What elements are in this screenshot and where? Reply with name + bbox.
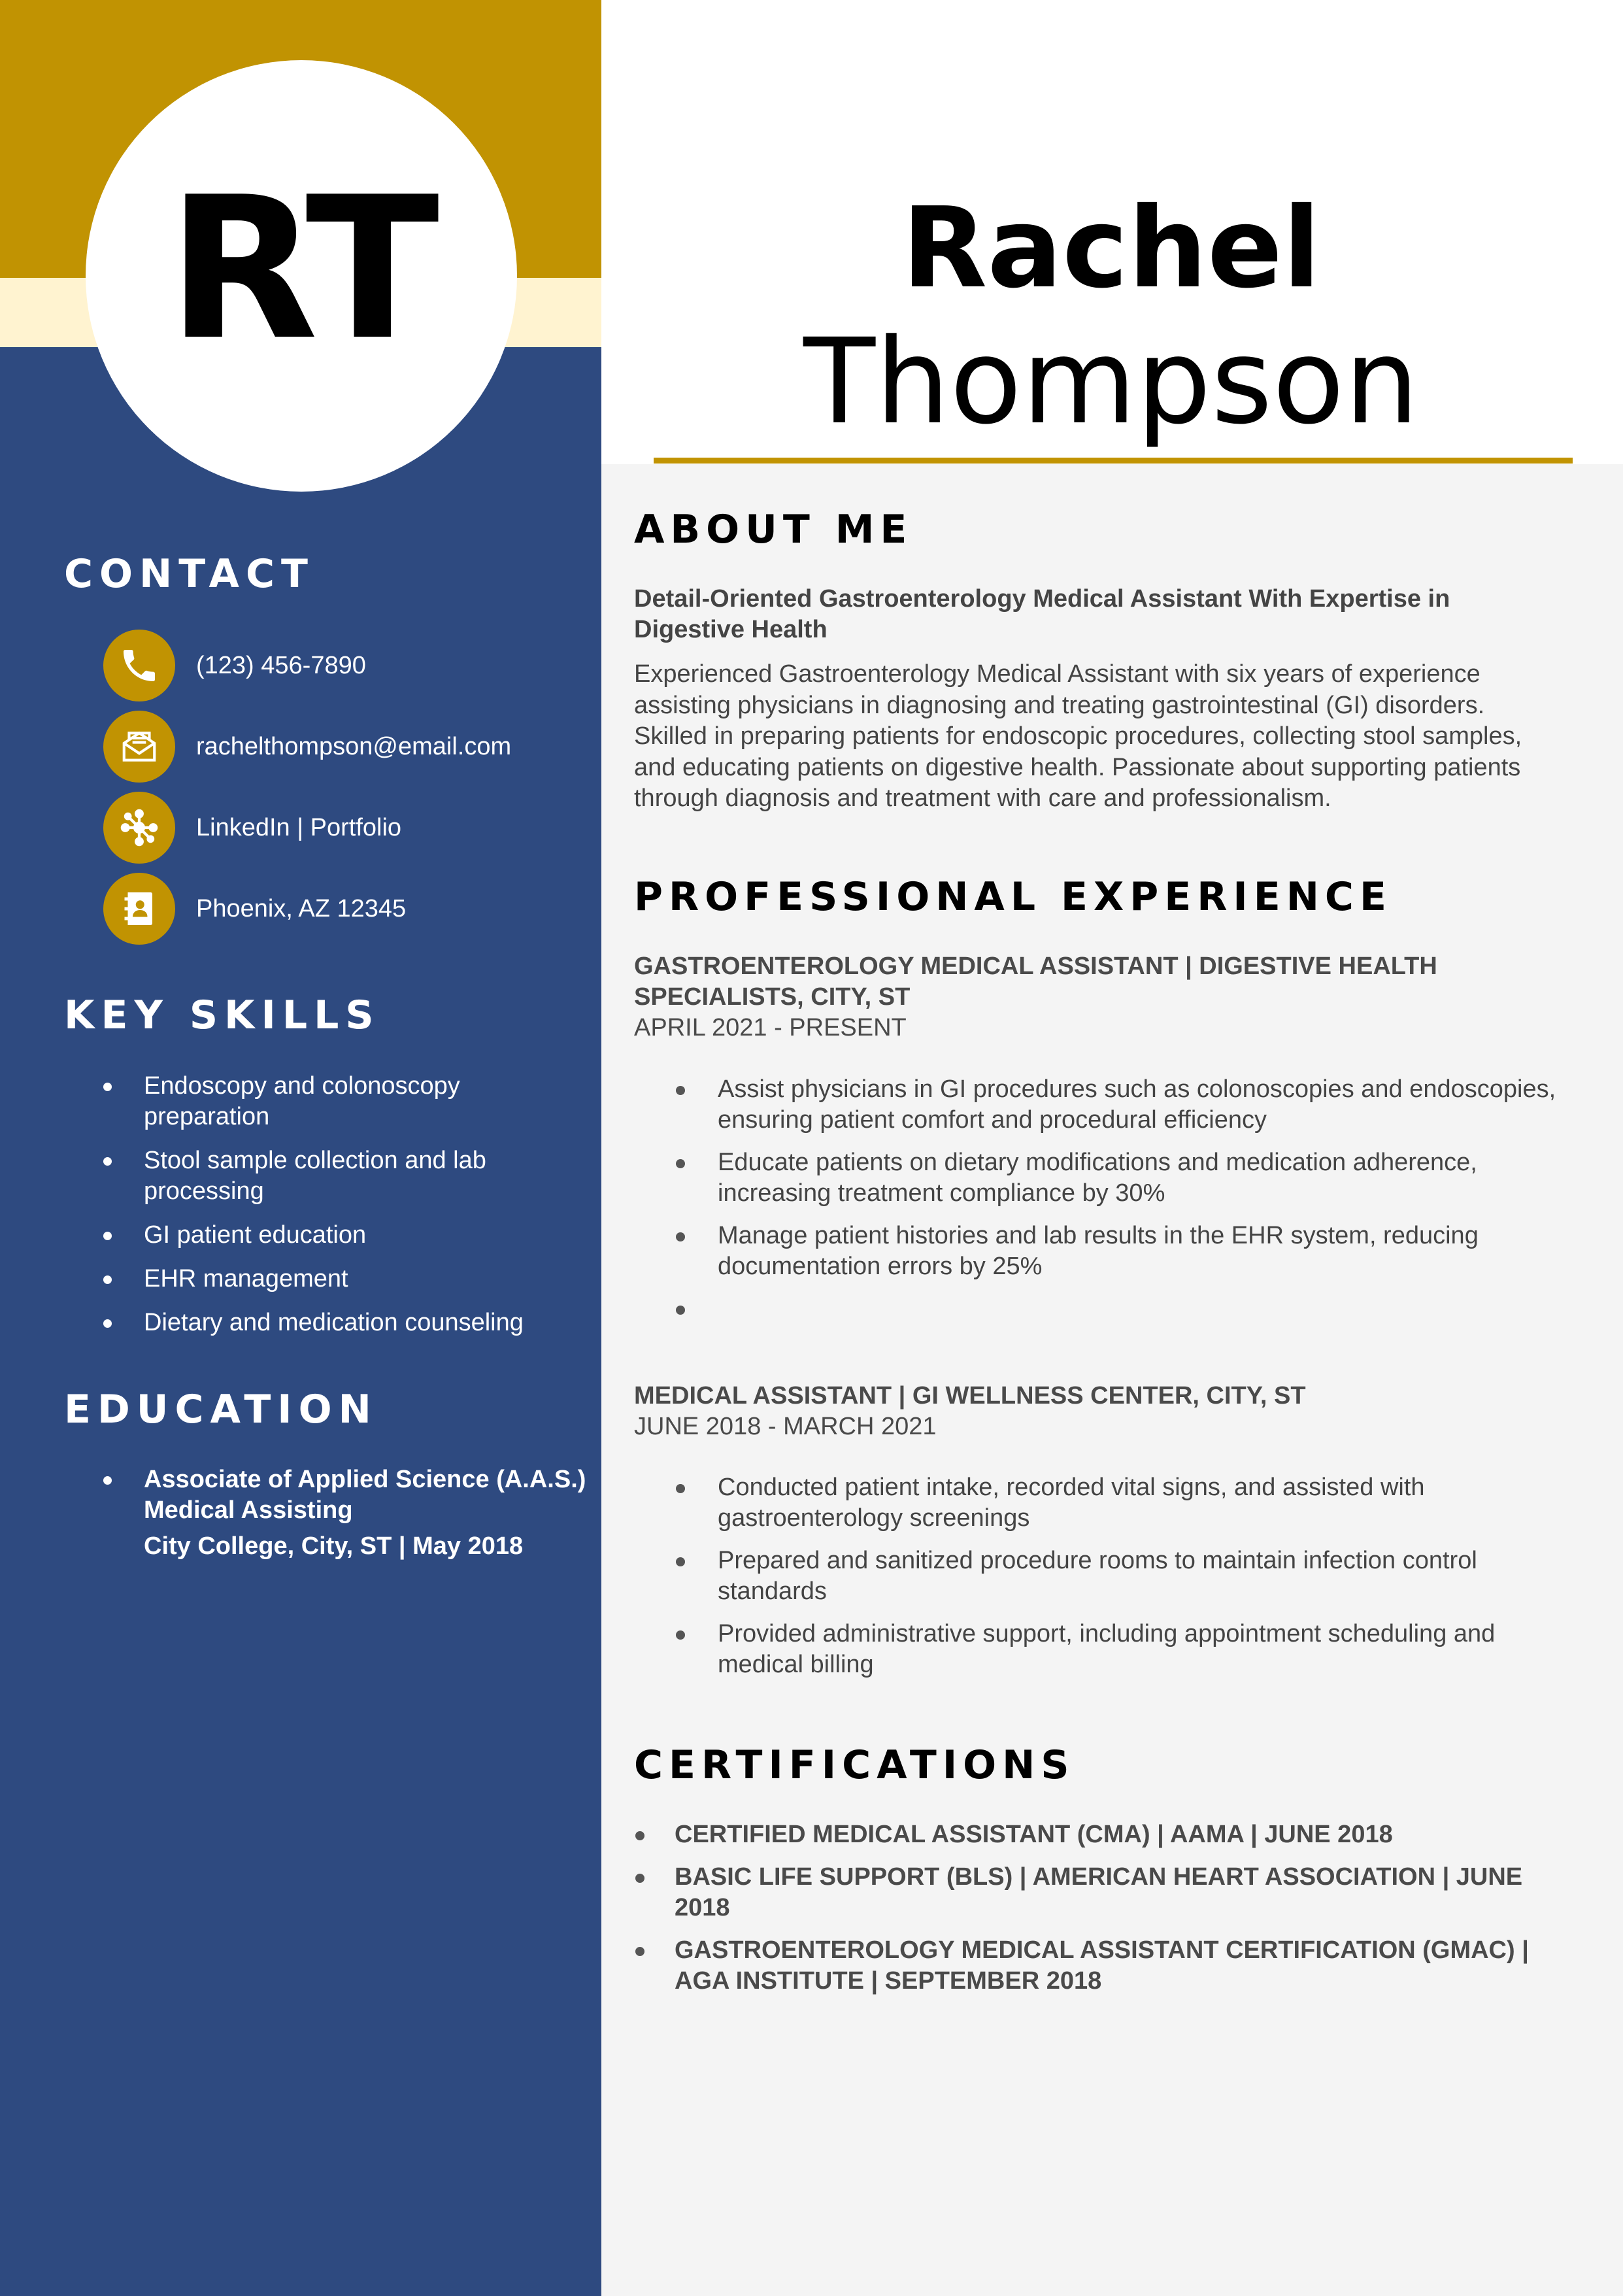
monogram-circle <box>86 60 517 492</box>
contact-phone-text[interactable]: (123) 456-7890 <box>196 651 366 679</box>
key-skills-heading: KEY SKILLS <box>64 992 380 1038</box>
name-divider <box>654 458 1573 464</box>
job-bullet: Conducted patient intake, recorded vital signs, and assisted with gastroenterology screenings <box>673 1472 1562 1534</box>
contact-location <box>103 872 406 945</box>
name-last: Thompson <box>803 314 1419 450</box>
sidebar <box>0 0 601 2296</box>
skill-item: GI patient education <box>103 1220 587 1251</box>
certification-item: BASIC LIFE SUPPORT (BLS) | AMERICAN HEART ASSOCIATION | JUNE 2018 <box>634 1862 1562 1923</box>
job-bullets <box>673 1472 1562 1692</box>
bullet-dot <box>103 1476 112 1485</box>
job-title: MEDICAL ASSISTANT | GI WELLNESS CENTER, CITY, ST <box>634 1382 1306 1410</box>
contact-location-text: Phoenix, AZ 12345 <box>196 894 407 922</box>
skill-item: Endoscopy and colonoscopy preparation <box>103 1071 587 1132</box>
job-title: GASTROENTEROLOGY MEDICAL ASSISTANT | DIGESTIVE HEALTH SPECIALISTS, CITY, ST <box>634 953 1437 1011</box>
job-bullet <box>673 1294 1562 1325</box>
job-bullet: Manage patient histories and lab results in the EHR system, reducing documentation errors by 25% <box>673 1221 1562 1282</box>
education-school: City College, City, ST | May 2018 <box>144 1532 524 1560</box>
education-degree: Associate of Applied Science (A.A.S.) Medical Assisting <box>144 1466 586 1524</box>
contact-links <box>103 791 401 864</box>
job-dates: APRIL 2021 - PRESENT <box>634 1014 907 1041</box>
contact-links-text[interactable]: LinkedIn | Portfolio <box>196 813 402 841</box>
email-icon <box>103 711 175 783</box>
education-entry <box>103 1464 587 1562</box>
network-icon <box>103 792 175 864</box>
experience-heading: PROFESSIONAL EXPERIENCE <box>634 874 1392 920</box>
contact-email-text[interactable]: rachelthompson@email.com <box>196 732 512 760</box>
contact-phone <box>103 629 366 702</box>
job-bullet: Prepared and sanitized procedure rooms to maintain infection control standards <box>673 1545 1562 1607</box>
skill-item: EHR management <box>103 1264 587 1294</box>
about-body: Experienced Gastroenterology Medical Assistant with six years of experience assisting physicians in diagnosing and treating gastrointestinal (GI) disorders. Skilled in preparing patients for endoscopic procedures, collecting stool samples, and educating patients on digestive health. Passionate about supporting patients through diagnosis and treatment with care and professionalism. <box>634 660 1522 812</box>
about-heading: ABOUT ME <box>634 507 913 552</box>
monogram: RT <box>167 155 436 383</box>
contact-heading: CONTACT <box>64 551 314 597</box>
job-dates: JUNE 2018 - MARCH 2021 <box>634 1413 937 1440</box>
certifications-heading: CERTIFICATIONS <box>634 1742 1075 1788</box>
skill-item: Stool sample collection and lab processing <box>103 1145 587 1207</box>
education-heading: EDUCATION <box>64 1387 378 1432</box>
job-bullets <box>673 1074 1562 1336</box>
job-bullet: Educate patients on dietary modifications and medication adherence, increasing treatment compliance by 30% <box>673 1147 1562 1209</box>
key-skills-list <box>103 1071 587 1351</box>
about-subtitle: Detail-Oriented Gastroenterology Medical Assistant With Expertise in Digestive Health <box>634 585 1450 643</box>
certification-item: GASTROENTEROLOGY MEDICAL ASSISTANT CERTIFICATION (GMAC) | AGA INSTITUTE | SEPTEMBER 2018 <box>634 1935 1562 1997</box>
address-book-icon <box>103 873 175 945</box>
job-bullet: Assist physicians in GI procedures such as colonoscopies and endoscopies, ensuring patient comfort and procedural efficiency <box>673 1074 1562 1136</box>
phone-icon <box>103 630 175 701</box>
job-bullet: Provided administrative support, including appointment scheduling and medical billing <box>673 1619 1562 1680</box>
skill-item: Dietary and medication counseling <box>103 1308 587 1338</box>
name-first: Rachel <box>901 184 1321 313</box>
certification-item: CERTIFIED MEDICAL ASSISTANT (CMA) | AAMA | JUNE 2018 <box>634 1819 1562 1850</box>
contact-email <box>103 710 511 783</box>
certifications-list <box>634 1819 1562 2008</box>
